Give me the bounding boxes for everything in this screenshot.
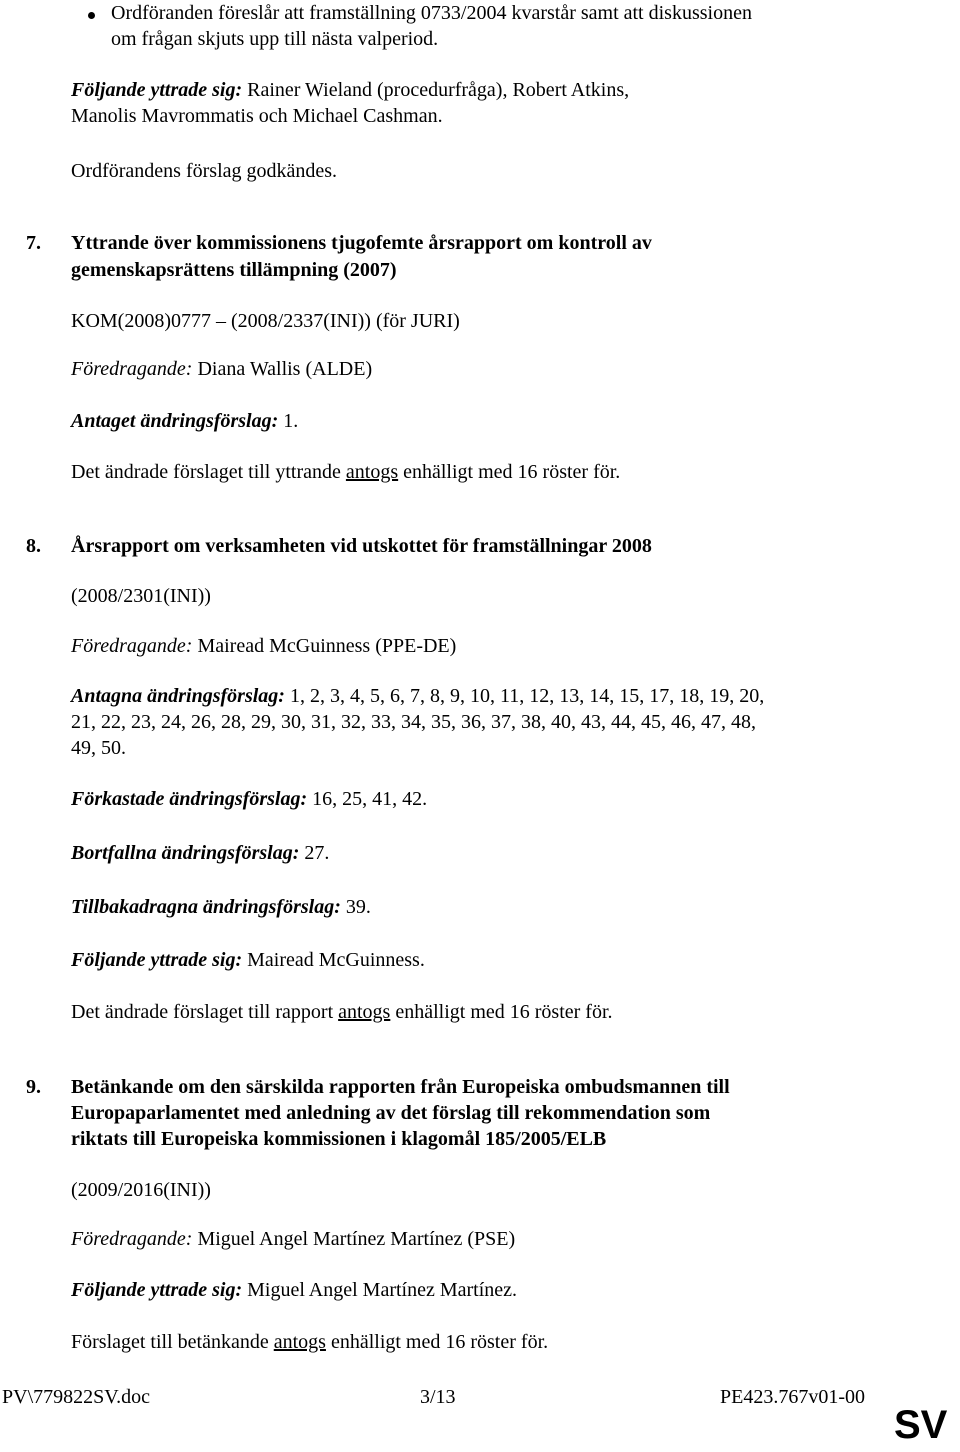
result-line [71,459,620,485]
decision-text: Ordförandens förslag godkändes. [71,160,338,182]
result-text: Det ändrade förslaget till rapport [71,1001,339,1023]
item-title-continued: gemenskapsrättens tillämpning (2007) [71,259,397,281]
item-number: 9. [26,1076,41,1098]
footer-pe-code: PE423.767v01-00 [720,1386,865,1408]
result-line [71,1329,548,1355]
bullet-marker [88,12,95,19]
withdrawn-amendments-values: 39. [340,896,371,918]
speakers-paragraph [71,1277,517,1303]
rapporteur-label: Föredragande: [71,1228,193,1250]
rejected-amendments-line [71,786,427,812]
item-title: Yttrande över kommissionens tjugofemte årsrapport om kontroll av [71,232,652,254]
speakers-paragraph [71,77,629,103]
speakers-paragraph [71,947,425,973]
adopted-amendments-line [71,408,298,434]
speakers-label: Följande yttrade sig: [71,1279,243,1301]
withdrawn-amendments-line [71,894,371,920]
result-verb: antogs [345,461,399,483]
result-text: Det ändrade förslaget till yttrande [71,461,346,483]
speakers-label: Följande yttrade sig: [71,79,243,101]
result-text: Förslaget till betänkande [71,1331,274,1353]
result-text-end: enhälligt med 16 röster för. [325,1331,549,1353]
speakers-names-continued: Manolis Mavrommatis och Michael Cashman. [71,105,443,127]
item-title-continued: riktats till Europeiska kommissionen i klagomål 185/2005/ELB [71,1128,607,1150]
adopted-amendments-continued: 49, 50. [71,737,126,759]
rapporteur-line [71,633,456,659]
rapporteur-name: Miguel Angel Martínez Martínez (PSE) [192,1228,516,1250]
rapporteur-name: Mairead McGuinness (PPE-DE) [192,635,457,657]
item-title-continued: Europaparlamentet med anledning av det förslag till rekommendation som [71,1102,711,1124]
item-title: Årsrapport om verksamheten vid utskottet för framställningar 2008 [71,535,652,557]
speakers-names: Mairead McGuinness. [242,949,425,971]
speakers-label: Följande yttrade sig: [71,949,243,971]
fallen-amendments-line [71,840,329,866]
speakers-names: Miguel Angel Martínez Martínez. [242,1279,518,1301]
withdrawn-amendments-label: Tillbakadragna ändringsförslag: [71,896,341,918]
item-title: Betänkande om den särskilda rapporten från Europeiska ombudsmannen till [71,1076,730,1098]
rapporteur-label: Föredragande: [71,635,193,657]
adopted-amendments-values: 1, 2, 3, 4, 5, 6, 7, 8, 9, 10, 11, 12, 13, 14, 15, 17, 18, 19, 20, [284,685,765,707]
rapporteur-name: Diana Wallis (ALDE) [192,358,373,380]
result-text-end: enhälligt med 16 röster för. [398,461,621,483]
item-number: 8. [26,535,41,557]
fallen-amendments-values: 27. [299,842,330,864]
bullet-text-line: Ordföranden föreslår att framställning 0733/2004 kvarstår samt att diskussionen [111,2,752,24]
speakers-names: Rainer Wieland (procedurfråga), Robert Atkins, [242,79,630,101]
adopted-amendments-values: 1. [278,410,299,432]
footer-document-reference: PV\779822SV.doc [2,1386,150,1408]
adopted-amendments-continued: 21, 22, 23, 24, 26, 28, 29, 30, 31, 32, 33, 34, 35, 36, 37, 38, 40, 43, 44, 45, 46, 47, 48, [71,711,756,733]
procedure-reference: KOM(2008)0777 – (2008/2337(INI)) (för JURI) [71,310,460,332]
adopted-amendments-line [71,683,764,709]
result-text-end: enhälligt med 16 röster för. [390,1001,613,1023]
result-verb: antogs [273,1331,326,1353]
procedure-reference: (2009/2016(INI)) [71,1179,211,1201]
adopted-amendments-label: Antagna ändringsförslag: [71,685,285,707]
rapporteur-label: Föredragande: [71,358,193,380]
item-number: 7. [26,232,41,254]
result-line [71,999,613,1025]
rapporteur-line [71,1226,515,1252]
footer-page-number: 3/13 [420,1386,456,1408]
language-code: SV [894,1403,948,1447]
fallen-amendments-label: Bortfallna ändringsförslag: [71,842,300,864]
rejected-amendments-values: 16, 25, 41, 42. [307,788,428,810]
adopted-amendments-label: Antaget ändringsförslag: [71,410,279,432]
rapporteur-line [71,356,372,382]
result-verb: antogs [338,1001,391,1023]
rejected-amendments-label: Förkastade ändringsförslag: [71,788,308,810]
procedure-reference: (2008/2301(INI)) [71,585,211,607]
bullet-text-line: om frågan skjuts upp till nästa valperiod. [111,28,439,50]
